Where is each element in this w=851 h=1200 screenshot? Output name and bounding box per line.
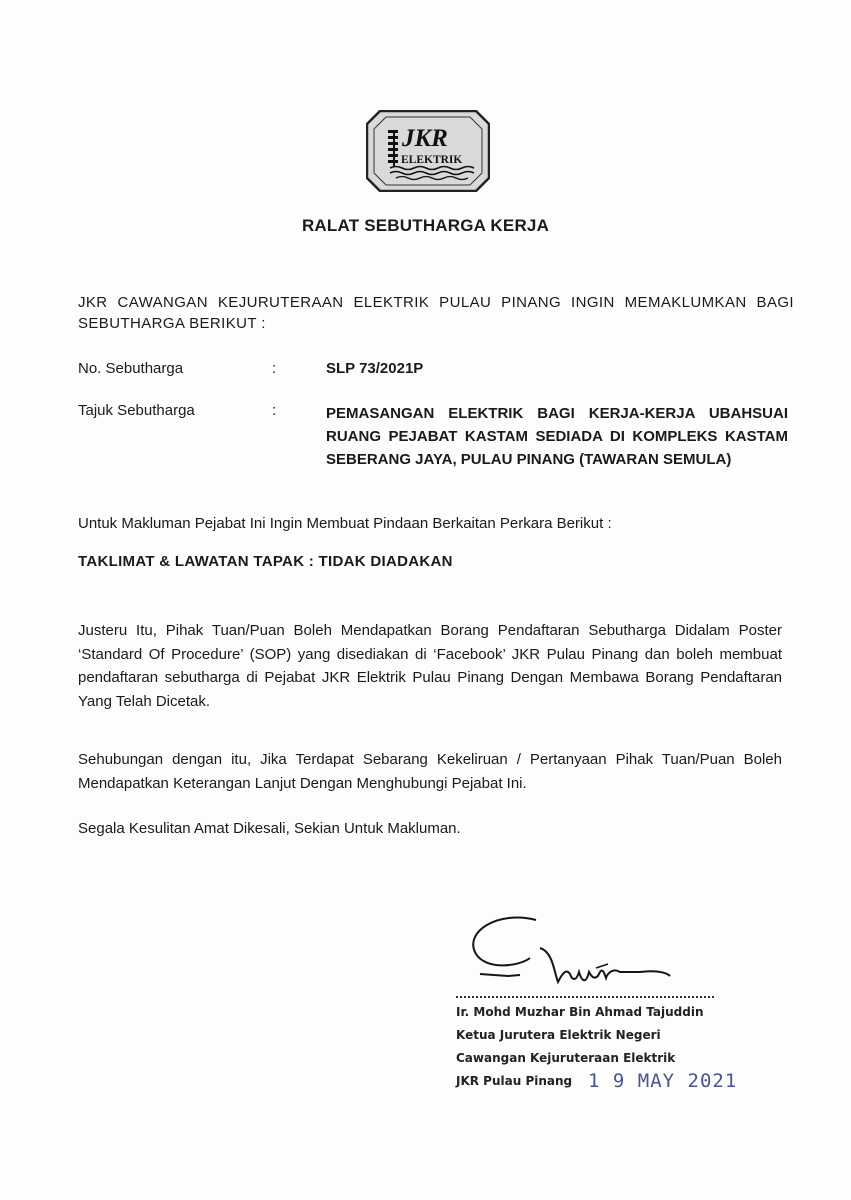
quotation-title-label: Tajuk Sebutharga bbox=[78, 402, 195, 419]
jkr-elektrik-logo bbox=[366, 110, 490, 192]
document-title: RALAT SEBUTHARGA KERJA bbox=[301, 216, 550, 235]
quotation-number-value: SLP 73/2021P bbox=[326, 360, 424, 377]
logo-main-text: JKR bbox=[402, 125, 448, 152]
logo-sub-text: ELEKTRIK bbox=[401, 154, 463, 166]
quotation-number-colon: : bbox=[272, 360, 277, 377]
signatory-office: JKR Pulau Pinang bbox=[456, 1074, 573, 1088]
signatory-department: Cawangan Kejuruteraan Elektrik bbox=[456, 1051, 676, 1065]
signature-dotted-line bbox=[456, 996, 714, 998]
date-stamp: 1 9 MAY 2021 bbox=[588, 1070, 738, 1092]
closing-statement: Segala Kesulitan Amat Dikesali, Sekian Untuk Makluman. bbox=[78, 820, 461, 837]
intro-statement: JKR CAWANGAN KEJURUTERAAN ELEKTRIK PULAU PINANG INGIN MEMAKLUMKAN BAGI SEBUTHARGA BERIKUT : bbox=[78, 294, 794, 332]
paragraph-registration: Justeru Itu, Pihak Tuan/Puan Boleh Mendapatkan Borang Pendaftaran Sebutharga Didalam Poster ‘Standard Of Procedure’ (SOP) yang disediakan di ‘Facebook’ JKR Pulau Pinang dan boleh membuat pendaftaran sebutharga di Pejabat JKR Elektrik Pulau Pinang Dengan Membawa Borang Pendaftaran Yang Telah Dicetak. bbox=[78, 622, 782, 710]
paragraph-enquiries: Sehubungan dengan itu, Jika Terdapat Sebarang Kekeliruan / Pertanyaan Pihak Tuan/Puan Boleh Mendapatkan Keterangan Lanjut Dengan Menghubungi Pejabat Ini. bbox=[78, 751, 782, 792]
quotation-title-colon: : bbox=[272, 402, 277, 419]
signatory-name: Ir. Mohd Muzhar Bin Ahmad Tajuddin bbox=[456, 1005, 704, 1019]
quotation-number-label: No. Sebutharga bbox=[78, 360, 184, 377]
signature-image bbox=[458, 912, 688, 1002]
notice-intro: Untuk Makluman Pejabat Ini Ingin Membuat Pindaan Berkaitan Perkara Berikut : bbox=[78, 515, 612, 532]
signatory-position: Ketua Jurutera Elektrik Negeri bbox=[456, 1028, 661, 1042]
quotation-title-value: PEMASANGAN ELEKTRIK BAGI KERJA-KERJA UBAHSUAI RUANG PEJABAT KASTAM SEDIADA DI KOMPLEKS KASTAM SEBERANG JAYA, PULAU PINANG (TAWARAN SEMULA) bbox=[326, 405, 788, 468]
notice-heading: TAKLIMAT & LAWATAN TAPAK : TIDAK DIADAKAN bbox=[78, 553, 453, 570]
